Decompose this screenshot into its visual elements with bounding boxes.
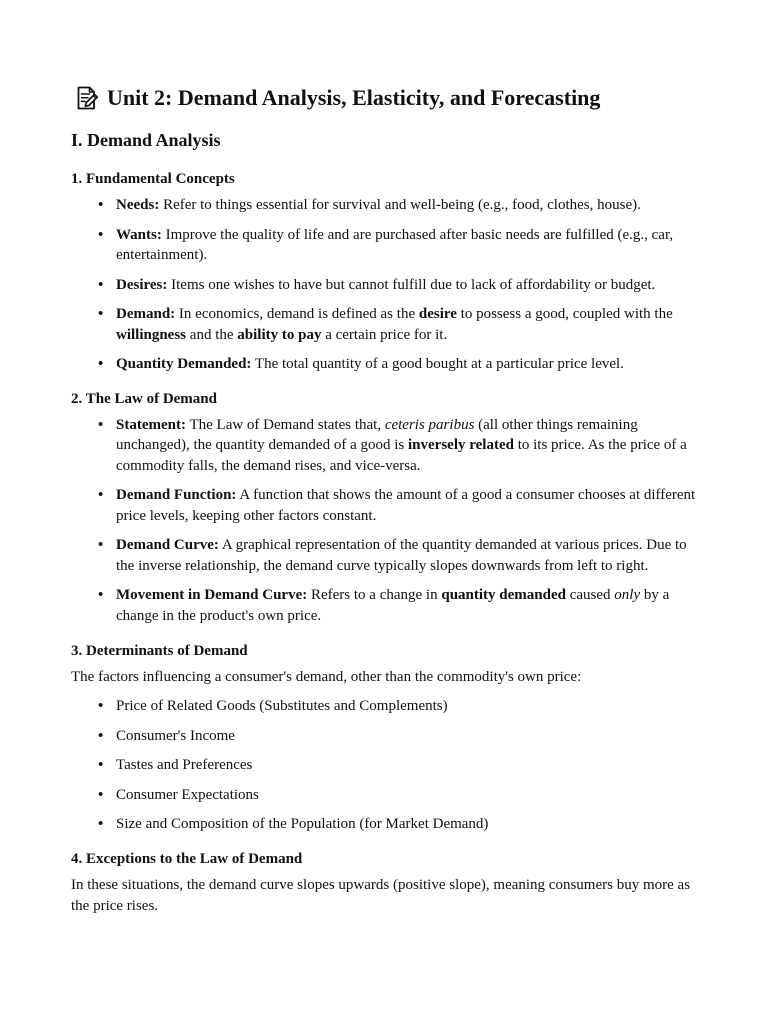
section-heading-demand-analysis: I. Demand Analysis <box>71 130 221 150</box>
statement-italic-ceteris-paribus: ceteris paribus <box>384 416 475 433</box>
fundamental-concepts-section <box>71 169 696 375</box>
title-row <box>74 84 600 112</box>
definition-quantity-demanded: The total quantity of a good bought at a particular price level. <box>251 356 624 372</box>
law-of-demand-heading: 2. The Law of Demand <box>71 390 217 407</box>
movement-text-2: caused <box>565 587 615 603</box>
law-of-demand-list <box>71 415 696 627</box>
demand-text-3: and the <box>186 326 238 343</box>
definition-wants: Improve the quality of life and are purchased after basic needs are fulfilled (e.g., car, entertainment). <box>116 226 674 263</box>
movement-italic-only: only <box>614 587 641 603</box>
term-movement-in-demand-curve: Movement in Demand Curve: <box>116 587 308 603</box>
statement-bold-inversely-related: inversely related <box>408 437 514 453</box>
fundamental-concepts-list <box>71 195 696 375</box>
definition-demand-curve: A graphical representation of the quantity demanded at various prices. Due to the inverse relationship, the demand curve typically slopes downwards from left to right. <box>116 537 687 574</box>
list-item-statement <box>116 415 696 477</box>
demand-text-4: a certain price for it. <box>321 326 448 343</box>
movement-text-1: Refers to a change in <box>307 587 442 603</box>
document-title: Unit 2: Demand Analysis, Elasticity, and Forecasting <box>107 85 601 110</box>
term-demand: Demand: <box>116 306 176 322</box>
list-item-expectations: • Consumer Expectations <box>116 785 696 806</box>
demand-bold-desire: desire <box>418 306 457 322</box>
edit-document-icon <box>74 84 99 112</box>
list-item-demand-curve <box>116 535 696 576</box>
demand-bold-ability-to-pay: ability to pay <box>237 326 322 343</box>
definition-desires: Items one wishes to have but cannot fulfill due to lack of affordability or budget. <box>167 276 656 293</box>
exceptions-heading: 4. Exceptions to the Law of Demand <box>71 850 303 867</box>
law-of-demand-section <box>71 389 696 627</box>
term-desires: Desires: <box>116 276 168 293</box>
list-item-wants <box>116 225 696 266</box>
list-item-income: • Consumer's Income <box>116 726 696 747</box>
list-item-tastes: • Tastes and Preferences <box>116 755 696 776</box>
definition-demand-function: A function that shows the amount of a good a consumer chooses at different price levels, keeping other factors constant. <box>116 487 696 524</box>
statement-text-1: The Law of Demand states that, <box>185 416 385 433</box>
term-demand-function: Demand Function: <box>116 487 237 503</box>
list-item-demand <box>116 304 696 345</box>
list-item-needs <box>116 195 696 216</box>
determinants-section <box>71 641 696 835</box>
term-wants: Wants: <box>116 226 162 243</box>
determinants-list <box>71 696 696 835</box>
movement-bold-quantity-demanded: quantity demanded <box>441 587 566 603</box>
list-item-related-goods: • Price of Related Goods (Substitutes and Complements) <box>116 696 696 717</box>
determinants-intro: The factors influencing a consumer's demand, other than the commodity's own price: <box>71 669 582 685</box>
movement-text-3: by a change in the product's own price. <box>116 587 670 624</box>
term-demand-curve: Demand Curve: <box>116 537 219 553</box>
term-statement: Statement: <box>116 416 186 433</box>
document-content <box>71 128 696 917</box>
exceptions-section <box>71 849 696 917</box>
term-needs: Needs: <box>116 197 160 213</box>
list-item-population: • Size and Composition of the Population (for Market Demand) <box>116 814 696 835</box>
list-item-desires <box>116 275 696 296</box>
list-item-movement-in-demand-curve <box>116 585 696 626</box>
demand-text-2: to possess a good, coupled with the <box>456 306 673 322</box>
exceptions-text: In these situations, the demand curve slopes upwards (positive slope), meaning consumers buy more as the price rises. <box>71 876 691 914</box>
term-quantity-demanded: Quantity Demanded: <box>116 356 252 372</box>
fundamental-concepts-heading: 1. Fundamental Concepts <box>71 171 235 187</box>
statement-text-2: (all other things remaining unchanged), the quantity demanded of a good is <box>116 416 638 453</box>
demand-text-1: In economics, demand is defined as the <box>175 306 419 322</box>
definition-needs: Refer to things essential for survival and well-being (e.g., food, clothes, house). <box>159 197 641 213</box>
list-item-quantity-demanded <box>116 354 696 375</box>
list-item-demand-function <box>116 485 696 526</box>
demand-bold-willingness: willingness <box>116 326 187 343</box>
determinants-heading: 3. Determinants of Demand <box>71 643 248 659</box>
statement-text-3: to its price. As the price of a commodity falls, the demand rises, and vice-versa. <box>116 437 687 474</box>
